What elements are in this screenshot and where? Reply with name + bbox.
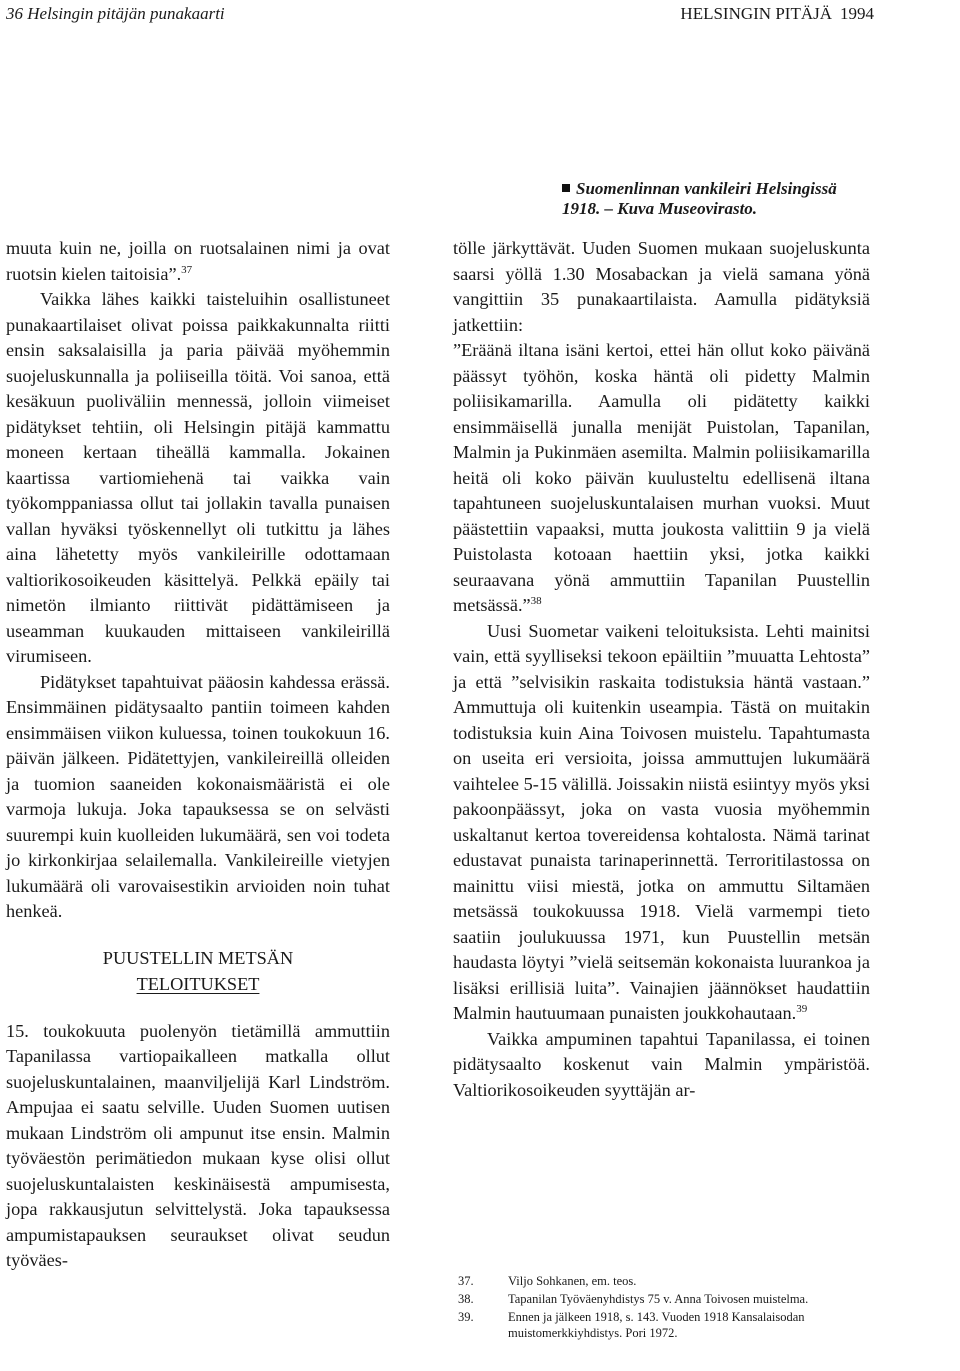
journal-title: HELSINGIN PITÄJÄ	[680, 4, 832, 23]
footnotes	[458, 1273, 874, 1343]
running-head-right	[680, 2, 874, 26]
footnote-ref: 37	[181, 263, 193, 276]
photo-caption	[562, 179, 862, 219]
footnote-ref: 39	[796, 1003, 808, 1015]
paragraph: Pidätykset tapahtuivat pääosin kahdessa erässä. Ensimmäinen pidätysaalto pantiin toimeen kahden ensimmäisen viikon kuluessa, toinen toukokuun 16. päivän jälkeen. Pidätettyjen, vankileireillä olleiden ja tuomion saaneiden kokonaismääristä ei ole varmoja lukuja. Joka tapauksessa se on selvästi suurempi kuin kuolleiden lukumäärä, sen voi todeta jo kirkonkirjaa selailemalla. Vankileireille vietyjen lukumäärä oli varovaisestikin arvioiden noin tuhat henkeä.	[6, 671, 390, 921]
section-heading-line2: TELOITUKSET	[136, 973, 260, 994]
footnote-number: 39.	[458, 1310, 474, 1324]
paragraph: Vaikka ampuminen tapahtui Tapanilassa, ei toinen pidätysaalto koskenut vain Malmin ympäristöä. Valtiorikosoikeuden syyttäjän ar-	[453, 1028, 870, 1100]
paragraph: tölle järkyttävät. Uuden Suomen mukaan suojeluskunta saarsi yöllä 1.30 Mosabackan ja vielä samana yönä vangittiin 35 punakaartilaista. Aamulla pidätyksiä jatkettiin:	[453, 238, 870, 335]
running-head-left: 36 Helsingin pitäjän punakaarti	[6, 4, 225, 23]
paragraph: Vaikka lähes kaikki taisteluihin osallistuneet punakaartilaiset olivat poissa paikkakunnalta riitti ensin saksalaisilla ja paria päivää myöhemmin suojeluskunnalla ja poliiseilla töitä. Voi sanoa, että kesäkuun puoliväliin mennessä, jolloin viimeiset pidätykset tehtiin, oli Helsingin pitäjä kammattu moneen kertaan tiheällä kammalla. Jokainen kaartissa vartiomiehenä tai vaikka vain työkomppaniassa ollut tai jollakin tavalla punaisen vallan hyväksi työskennellyt oli tutkittu ja lähes aina lähetetty myös vankileirille odottamaan valtiorikosoikeuden käsittelyä. Pelkkä epäily tai nimetön ilmianto riittivät pidättämiseen ja useamman kuukauden mittaiseen vankileirillä virumiseen.	[6, 289, 390, 666]
footnote	[458, 1291, 874, 1307]
footnote-text: Ennen ja jälkeen 1918, s. 143. Vuoden 1918 Kansalaisodan muistomerkkiyhdistys. Pori 1972.	[508, 1310, 805, 1340]
footnote	[458, 1309, 874, 1341]
right-column	[453, 236, 870, 1103]
paragraph: Uusi Suometar vaikeni teloituksista. Lehti mainitsi vain, että syylliseksi tekoon epäiltiin ”muuatta Lehtosta” ja että ”selvisikin raskaita todistuksia häntä vastaan.” Ammuttuja oli kuitenkin useampia. Tästä on muitakin todistuksia kuin Aina Toivosen muistelu. Tapahtumasta on useita eri versioita, joissa ammuttujen lukumäärä vaihtelee 5-15 välillä. Joissakin niistä esiintyy myös yksi pakoonpäässyt, joka on vasta vuosia myöhemmin uskaltanut kertoa tovereidensa kohtalosta. Nämä tarinat edustavat punaista tarinaperinnettä. Terroritilastossa on mainittu viisi miestä, jotka on ammuttu Siltamäen metsässä toukokuussa 1918. Vielä varmempi tieto saatiin joulukuussa 1971, kun Puustellin metsän haudasta löytyi ”vielä seitsemän kokonaista luurankoa ja lisäksi erillisiä luita”. Vainajien jäännökset haudattiin Malmin hautuumaan punaisten joukkohautaan.$^{39}$	[453, 620, 870, 1023]
footnote-number: 37.	[458, 1274, 474, 1288]
left-column	[6, 236, 390, 1274]
quotation-paragraph: ”Eräänä iltana isäni kertoi, ettei hän ollut koko päivänä päässyt työhön, koska häntä oli pidetty Malmin poliisikamarilla. Aamulla oli pidätetty kaikki ensimmäisellä junalla menijät Puistolan, Tapanilan, Malmin ja Pukinmäen asemilta. Malmin poliisikamarilla heitä oli koko päivän kuulusteltu edellisenä iltana tapahtuneen suojeluskuntalaisen murhan vuoksi. Muut päästettiin vapaaksi, mutta joukosta valittiin 9 ja vielä Puistolasta kotoaan haettiin yksi, jotka kaikki seuraavana yönä ammuttiin Tapanilan Puustellin metsässä.”$^{38}$	[453, 340, 870, 615]
footnote-ref: 38	[530, 595, 542, 607]
footnote	[458, 1273, 874, 1289]
section-heading-line1: PUUSTELLIN METSÄN	[102, 947, 294, 968]
caption-bullet-icon	[562, 184, 570, 192]
paragraph: muuta kuin ne, joilla on ruotsalainen nimi ja ovat ruotsin kielen taitoisia”.$^{37}$	[6, 238, 390, 284]
section-heading	[6, 945, 390, 997]
caption-text: Suomenlinnan vankileiri Helsingissä 1918. – Kuva Museovirasto.	[562, 179, 837, 218]
running-head	[0, 2, 960, 26]
footnote-text: Tapanilan Työväenyhdistys 75 v. Anna Toivosen muistelma.	[508, 1292, 809, 1306]
footnote-number: 38.	[458, 1292, 474, 1306]
footnote-text: Viljo Sohkanen, em. teos.	[508, 1274, 637, 1288]
journal-year: 1994	[840, 4, 874, 23]
paragraph: 15. toukokuuta puolenyön tietämillä ammuttiin Tapanilassa vartiopaikalleen matkalla ollut suojeluskuntalainen, maanviljelijä Karl Lindström. Ampujaa ei saatu selville. Uuden Suomen uutisen mukaan Lindström oli ampunut itse ensin. Malmin työväestön perimätiedon mukaan kyse olisi ollut suojeluskuntalaisten keskinäisestä ampumisesta, jopa rakkausjutun selvittelystä. Joka tapauksessa ampumistapauksen seuraukset olivat seudun työväes-	[6, 1020, 390, 1270]
